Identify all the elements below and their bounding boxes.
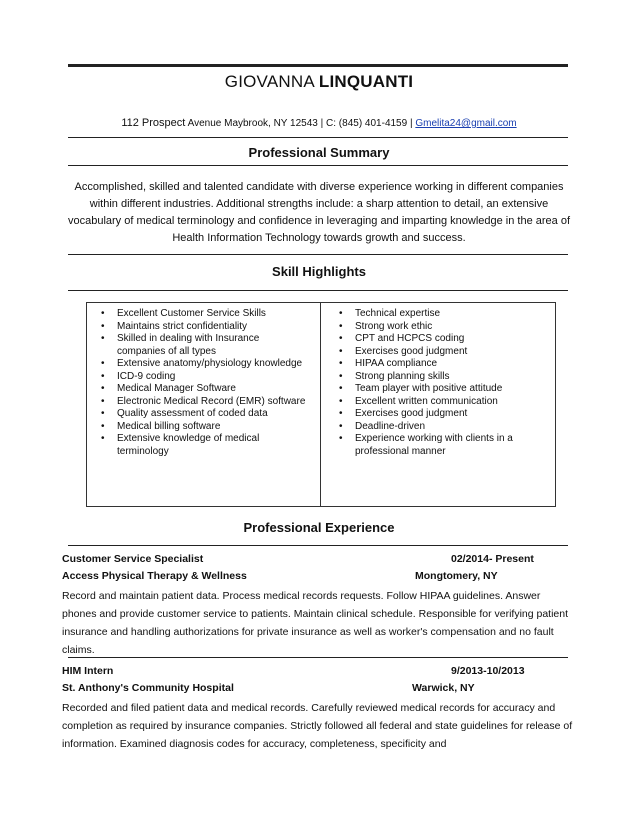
rule-under-summary-heading <box>68 165 568 166</box>
skill-item: • Exercises good judgment <box>339 408 468 419</box>
skill-item: • Strong planning skills <box>339 370 450 382</box>
job-entry <box>62 553 576 659</box>
last-name: LINQUANTI <box>318 72 414 91</box>
skills-right-list <box>335 308 550 458</box>
skill-item: • Skilled in dealing with Insurance companies of all types <box>101 333 260 357</box>
skill-item: • Quality assessment of coded data <box>101 408 268 419</box>
skills-heading: Skill Highlights <box>272 264 366 279</box>
skills-table <box>86 302 556 507</box>
email-link[interactable]: Gmelita24@gmail.com <box>415 118 517 129</box>
skill-item: • Medical Manager Software <box>101 383 236 394</box>
job-location: Warwick, NY <box>412 682 475 694</box>
skill-item: • Excellent Customer Service Skills <box>101 308 266 319</box>
skill-item: • ICD-9 coding <box>101 370 176 382</box>
skill-item: • Deadline-driven <box>339 420 426 432</box>
skills-column-divider <box>320 303 321 506</box>
job-employer: St. Anthony's Community Hospital <box>62 682 234 694</box>
summary-heading: Professional Summary <box>248 145 390 160</box>
job-role: Customer Service Specialist <box>62 553 204 565</box>
job-description: Record and maintain patient data. Process medical records requests. Follow HIPAA guidelines. Answer phones and provide customer service to patients. Maintain clinical schedule. Responsible for verifying patient insurance and handling authorizations for private insurance as well as worker's compensation and no fault claims. <box>62 590 569 656</box>
job-dates: 02/2014- Present <box>451 553 534 565</box>
contact-line <box>0 117 638 129</box>
job-employer-row <box>62 570 576 587</box>
skill-item: • CPT and HCPCS coding <box>339 333 465 344</box>
skill-item: • Extensive anatomy/physiology knowledge <box>101 358 303 369</box>
rule-above-skills <box>68 254 568 255</box>
skill-item: • Team player with positive attitude <box>339 383 503 394</box>
skill-item: • Electronic Medical Record (EMR) software <box>101 395 306 407</box>
job-description: Recorded and filed patient data and medical records. Carefully reviewed medical records for accuracy and completion as required by insurance companies. Strictly followed all federal and state guidelines for release of information. Examined diagnosis codes for accuracy, completeness, specificity and <box>62 702 573 750</box>
address-details: Avenue Maybrook, NY 12543 | C: (845) 401-4159 | <box>187 118 413 129</box>
job-title-row <box>62 665 576 682</box>
job-role: HIM Intern <box>62 665 114 677</box>
job-entry <box>62 665 576 753</box>
skill-item: • Technical expertise <box>339 308 441 319</box>
rule-under-contact <box>68 137 568 138</box>
skill-item: • Maintains strict confidentiality <box>101 320 248 332</box>
skill-item: • HIPAA compliance <box>339 358 438 369</box>
summary-text: Accomplished, skilled and talented candidate with diverse experience working in different companies within different industries. Additional strengths include: a sharp attention to detail, an extensive vocabulary of medical terminology and confidence in leveraging and imparting knowledge in the area of Health Information Technology towards growth and success. <box>67 181 571 244</box>
skill-item: • Experience working with clients in a professional manner <box>339 433 513 457</box>
skill-item: • Exercises good judgment <box>339 345 468 357</box>
skill-item: • Strong work ethic <box>339 320 433 332</box>
job-dates: 9/2013-10/2013 <box>451 665 525 677</box>
job-location: Mongtomery, NY <box>415 570 498 582</box>
address-street: 112 Prospect <box>121 117 186 129</box>
rule-between-jobs <box>68 657 568 658</box>
top-rule <box>68 64 568 67</box>
rule-under-skills-heading <box>68 290 568 291</box>
skills-left-list <box>97 308 307 458</box>
skill-item: • Excellent written communication <box>339 395 498 407</box>
rule-under-experience-heading <box>68 545 568 546</box>
skill-item: • Extensive knowledge of medical terminology <box>101 433 260 457</box>
job-employer-row <box>62 682 576 699</box>
job-title-row <box>62 553 576 570</box>
experience-heading: Professional Experience <box>243 520 395 535</box>
candidate-name <box>0 72 638 92</box>
first-name: GIOVANNA <box>224 72 314 91</box>
skill-item: • Medical billing software <box>101 420 221 432</box>
job-employer: Access Physical Therapy & Wellness <box>62 570 247 582</box>
